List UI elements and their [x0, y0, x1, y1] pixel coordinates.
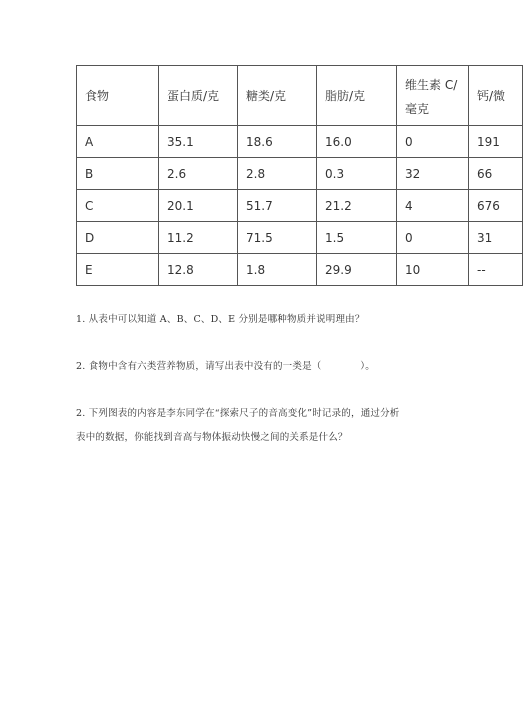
table-cell: 35.1 [159, 126, 238, 158]
header-cell: 蛋白质/克 [159, 66, 238, 126]
header-cell: 脂肪/克 [317, 66, 397, 126]
table-cell: C [77, 190, 159, 222]
table-row [77, 158, 523, 190]
table-row [77, 126, 523, 158]
table-cell: 1.8 [238, 254, 317, 286]
question-3-line-2: 表中的数据，你能找到音高与物体振动快慢之间的关系是什么？ [76, 432, 348, 443]
table-cell: E [77, 254, 159, 286]
table-cell: 4 [397, 190, 469, 222]
table-cell: 16.0 [317, 126, 397, 158]
header-cell: 钙/微 [469, 66, 523, 126]
table-cell: A [77, 126, 159, 158]
table-cell: B [77, 158, 159, 190]
table-cell: 0 [397, 222, 469, 254]
table-row [77, 190, 523, 222]
table-cell: 71.5 [238, 222, 317, 254]
table-cell: 12.8 [159, 254, 238, 286]
question-3 [76, 402, 421, 450]
table-cell: 31 [469, 222, 523, 254]
question-2: 2. 食物中含有六类营养物质，请写出表中没有的一类是（ ）。 [76, 361, 375, 372]
table-header-row [77, 66, 523, 126]
nutrition-table [76, 65, 523, 286]
table-cell: 2.6 [159, 158, 238, 190]
table-cell: -- [469, 254, 523, 286]
table-cell: 51.7 [238, 190, 317, 222]
table-cell: 66 [469, 158, 523, 190]
table-row [77, 222, 523, 254]
table-cell: 1.5 [317, 222, 397, 254]
table-cell: 20.1 [159, 190, 238, 222]
question-1: 1. 从表中可以知道 A、B、C、D、E 分别是哪种物质并说明理由？ [76, 314, 365, 325]
header-cell: 食物 [77, 66, 159, 126]
table-cell: 29.9 [317, 254, 397, 286]
table-row [77, 254, 523, 286]
table-cell: 0.3 [317, 158, 397, 190]
table-cell: D [77, 222, 159, 254]
table-cell: 21.2 [317, 190, 397, 222]
question-3-line-1: 2. 下列图表的内容是李东同学在“探索尺子的音高变化”时记录的，通过分析 [76, 408, 400, 419]
table-cell: 32 [397, 158, 469, 190]
table-cell: 11.2 [159, 222, 238, 254]
table-cell: 676 [469, 190, 523, 222]
table-cell: 18.6 [238, 126, 317, 158]
table-cell: 0 [397, 126, 469, 158]
table-cell: 10 [397, 254, 469, 286]
header-cell: 维生素 C/毫克 [397, 66, 469, 126]
header-cell: 糖类/克 [238, 66, 317, 126]
table-cell: 2.8 [238, 158, 317, 190]
table-cell: 191 [469, 126, 523, 158]
